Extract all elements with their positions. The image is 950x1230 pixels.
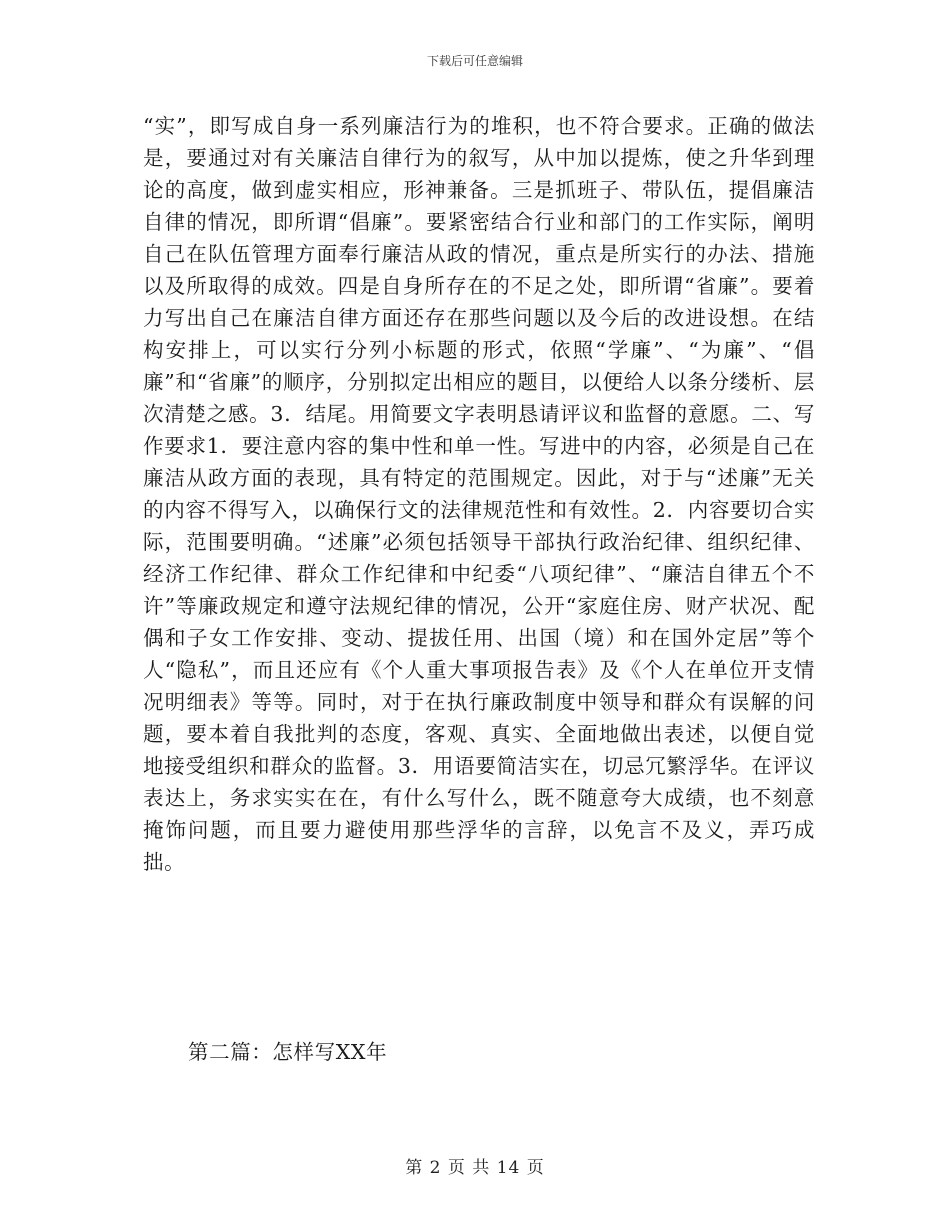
body-paragraph: “实”，即写成自身一系列廉洁行为的堆积，也不符合要求。正确的做法是，要通过对有关廉洁自律行为的叙写，从中加以提炼，使之升华到理论的高度，做到虚实相应，形神兼备。三是抓班子、带队伍，提倡廉洁自律的情况，即所谓“倡廉”。要紧密结合行业和部门的工作实际，阐明自己在队伍管理方面奉行廉洁从政的情况，重点是所实行的办法、措施以及所取得的成效。四是自身所存在的不足之处，即所谓“省廉”。要着力写出自己在廉洁自律方面还存在那些问题以及今后的改进设想。在结构安排上，可以实行分列小标题的形式，依照“学廉”、“为廉”、“倡廉”和“省廉”的顺序，分别拟定出相应的题目，以便给人以条分缕析、层次清楚之感。3．结尾。用简要文字表明恳请评议和监督的意愿。二、写作要求1．要注意内容的集中性和单一性。写进中的内容，必须是自己在廉洁从政方面的表现，具有特定的范围规定。因此，对于与“述廉”无关的内容不得写入，以确保行文的法律规范性和有效性。2．内容要切合实际，范围要明确。“述廉”必须包括领导干部执行政治纪律、组织纪律、经济工作纪律、群众工作纪律和中纪委“八项纪律”、“廉洁自律五个不许”等廉政规定和遵守法规纪律的情况，公开“家庭住房、财产状况、配偶和子女工作安排、变动、提拔任用、出国（境）和在国外定居”等个人“隐私”，而且还应有《个人重大事项报告表》及《个人在单位开支情况明细表》等等。同时，对于在执行廉政制度中领导和群众有误解的问题，要本着自我批判的态度，客观、真实、全面地做出表述，以便自觉地接受组织和群众的监督。3．用语要简洁实在，切忌冗繁浮华。在评议表达上，务求实实在在，有什么写什么，既不随意夸大成绩，也不刻意掩饰问题，而且要力避使用那些浮华的言辞，以免言不及义，弄巧成拙。 <box>143 114 815 874</box>
section-heading: 第二篇：怎样写XX年 <box>188 1040 388 1064</box>
page-number-footer: 第 2 页 共 14 页 <box>405 1158 545 1178</box>
page-header: 下载后可任意编辑 <box>426 54 523 68</box>
